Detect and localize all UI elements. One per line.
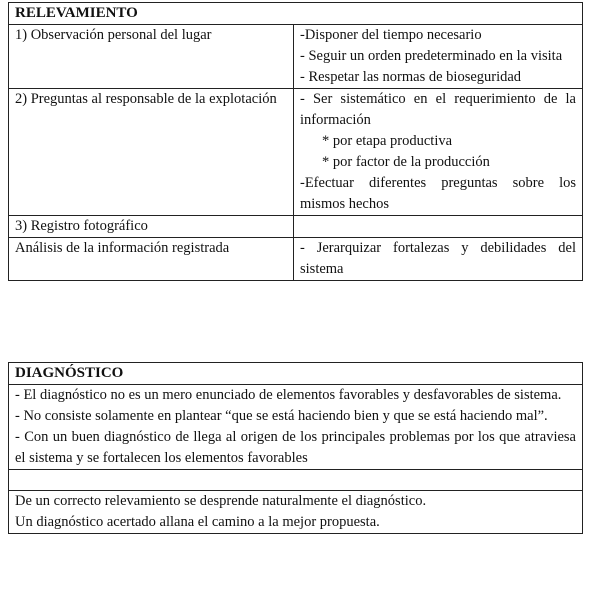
note-item: - Respetar las normas de bioseguridad (300, 69, 522, 85)
note-item: - Seguir un orden predeterminado en la visita (300, 48, 563, 64)
table-row (9, 238, 583, 281)
table-row (9, 491, 583, 534)
step-observacion-notes (294, 25, 583, 89)
step-preguntas: 2) Preguntas al responsable de la explotación (9, 89, 294, 216)
table-row (9, 385, 583, 470)
empty-cell (9, 470, 583, 491)
relevamiento-title: RELEVAMIENTO (9, 3, 583, 25)
note-subitem: * por etapa productiva (322, 133, 453, 149)
diagnostico-table (8, 362, 583, 534)
table-row (9, 89, 583, 216)
diagnostico-title: DIAGNÓSTICO (9, 363, 583, 385)
note-item: - Ser sistemático en el requerimiento de la información (300, 91, 576, 128)
note-item: -Disponer del tiempo necesario (300, 27, 482, 43)
table-row (9, 216, 583, 238)
step-analisis: Análisis de la información registrada (9, 238, 294, 281)
diagnostico-point: - Con un buen diagnóstico de llega al origen de los principales problemas por los que atraviesa el sistema y se fortalecen los elementos favorables (15, 429, 576, 466)
relevamiento-table (8, 2, 583, 281)
step-analisis-notes: - Jerarquizar fortalezas y debilidades del sistema (294, 238, 583, 281)
conclusion-line: Un diagnóstico acertado allana el camino a la mejor propuesta. (15, 514, 380, 530)
diagnostico-points (9, 385, 583, 470)
table-row (9, 25, 583, 89)
step-registro: 3) Registro fotográfico (9, 216, 294, 238)
diagnostico-point: - El diagnóstico no es un mero enunciado de elementos favorables y desfavorables de sistema. (15, 387, 562, 403)
table-row (9, 470, 583, 491)
conclusion-line: De un correcto relevamiento se desprende naturalmente el diagnóstico. (15, 493, 427, 509)
note-subitem: * por factor de la producción (322, 154, 490, 170)
note-item: -Efectuar diferentes preguntas sobre los mismos hechos (300, 175, 576, 212)
step-preguntas-notes (294, 89, 583, 216)
step-registro-notes (294, 216, 583, 238)
diagnostico-conclusion (9, 491, 583, 534)
step-observacion: 1) Observación personal del lugar (9, 25, 294, 89)
diagnostico-point: - No consiste solamente en plantear “que se está haciendo bien y que se está haciendo mal”. (15, 408, 548, 424)
